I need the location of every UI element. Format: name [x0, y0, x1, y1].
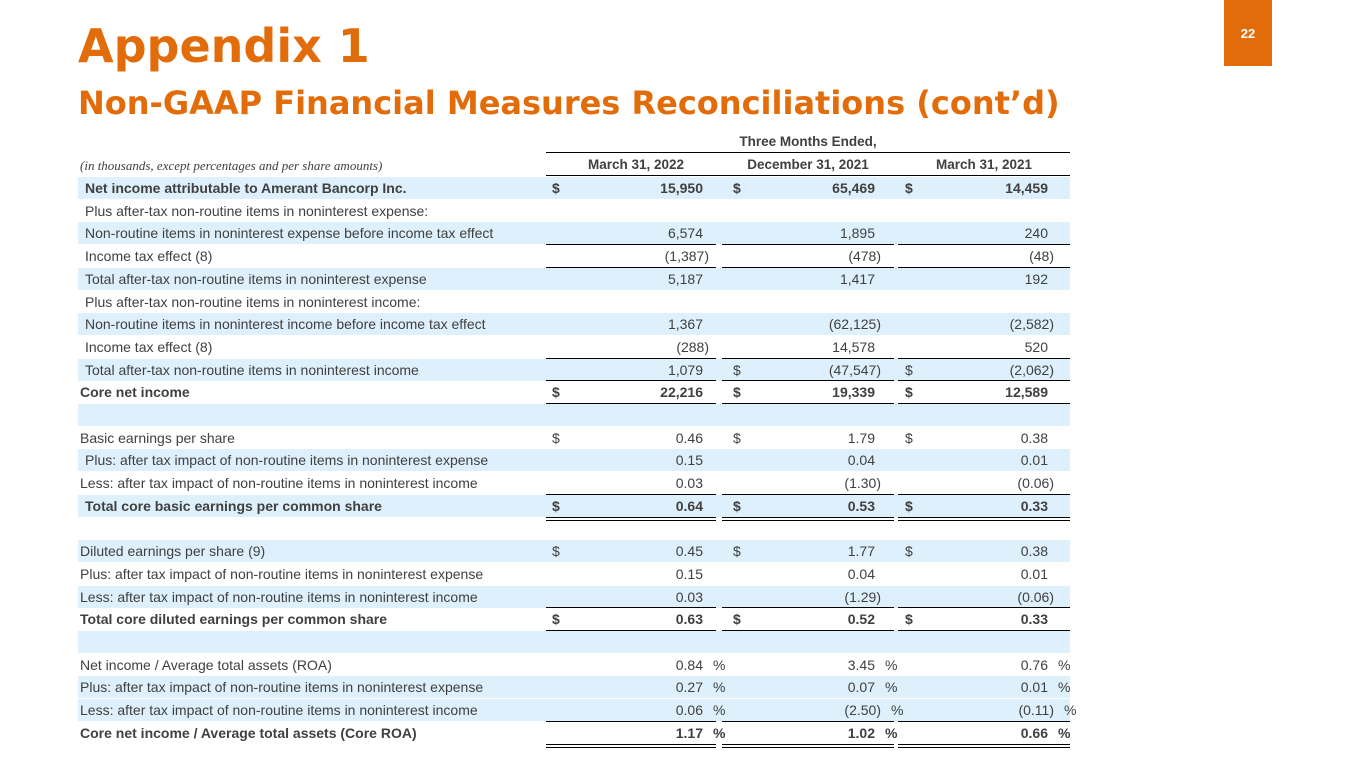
cell-value: 22,216 [660, 384, 703, 401]
percent-sign: % [891, 702, 904, 719]
row-label: Total after-tax non-routine items in noninterest expense [85, 270, 427, 287]
dollar-sign: $ [552, 497, 560, 514]
dollar-sign: $ [905, 361, 913, 378]
group-header-rule [546, 152, 1070, 153]
table-row [78, 495, 1070, 517]
cell-value: 0.45 [675, 543, 703, 560]
cell-value: (0.06) [1017, 475, 1054, 492]
cell-value: 0.03 [675, 475, 703, 492]
dollar-sign: $ [552, 384, 560, 401]
percent-sign: % [1058, 724, 1071, 741]
cell-value: 0.53 [847, 497, 875, 514]
table-row [78, 676, 1070, 698]
table-row [78, 381, 1070, 403]
page-number-badge [1224, 0, 1272, 66]
row-label: Plus: after tax impact of non-routine items in noninterest expense [85, 452, 489, 469]
cell-value: (62,125) [828, 316, 881, 333]
cell-value: 0.33 [1020, 611, 1048, 628]
percent-sign: % [713, 724, 726, 741]
percent-sign: % [1058, 656, 1071, 673]
cell-value: 3.45 [847, 656, 875, 673]
cell-value: 0.07 [847, 679, 875, 696]
cell-value: 0.63 [675, 611, 703, 628]
table-row [78, 631, 1070, 653]
dollar-sign: $ [733, 180, 741, 196]
table-row [78, 313, 1070, 335]
column-header: March 31, 2022 [587, 157, 685, 172]
cell-value: 6,574 [667, 225, 703, 242]
cell-value: 0.76 [1020, 656, 1048, 673]
cell-value: 1.77 [847, 543, 875, 560]
cell-value: 0.01 [1020, 565, 1048, 582]
table-row [78, 540, 1070, 562]
dollar-sign: $ [733, 611, 741, 628]
slide-subtitle: Non-GAAP Financial Measures Reconciliations (cont’d) [78, 84, 1060, 122]
cell-value: 15,950 [660, 180, 703, 196]
cell-value: (2,582) [1009, 316, 1054, 333]
dollar-sign: $ [905, 429, 913, 446]
table-row [78, 427, 1070, 449]
row-label: Less: after tax impact of non-routine items in noninterest income [80, 475, 478, 492]
percent-sign: % [713, 679, 726, 696]
cell-value: 0.03 [675, 588, 703, 605]
cell-value: 1,367 [667, 316, 703, 333]
total-double-rule [898, 744, 1070, 748]
dollar-sign: $ [552, 543, 560, 560]
cell-value: 0.27 [675, 679, 703, 696]
table-row [78, 404, 1070, 426]
dollar-sign: $ [552, 611, 560, 628]
dollar-sign: $ [733, 384, 741, 401]
row-label: Diluted earnings per share (9) [80, 543, 266, 560]
dollar-sign: $ [733, 361, 741, 378]
dollar-sign: $ [905, 180, 913, 196]
table-row [78, 699, 1077, 721]
table-row [78, 654, 1070, 676]
dollar-sign: $ [733, 497, 741, 514]
dollar-sign: $ [552, 180, 560, 196]
percent-sign: % [885, 656, 898, 673]
cell-value: 0.01 [1020, 452, 1048, 469]
table-row [78, 245, 1070, 267]
total-double-rule [546, 744, 716, 748]
dollar-sign: $ [905, 384, 913, 401]
table-row [78, 449, 1070, 471]
cell-value: 19,339 [832, 384, 875, 401]
row-label: Plus after-tax non-routine items in noninterest income: [85, 293, 421, 310]
percent-sign: % [713, 702, 726, 719]
cell-value: 0.33 [1020, 497, 1048, 514]
row-label: Core net income [80, 384, 190, 401]
row-label: Less: after tax impact of non-routine items in noninterest income [80, 702, 478, 719]
group-header: Three Months Ended, [739, 134, 877, 149]
cell-value: 1,417 [839, 270, 875, 287]
row-label: Income tax effect (8) [85, 338, 213, 355]
column-header: March 31, 2021 [935, 157, 1033, 172]
cell-value: (1.29) [844, 588, 881, 605]
row-label: Plus: after tax impact of non-routine items in noninterest expense [80, 679, 484, 696]
table-row [78, 472, 1070, 494]
cell-value: 0.04 [847, 565, 875, 582]
cell-value: 0.38 [1020, 429, 1048, 446]
cell-value: 0.84 [675, 656, 703, 673]
cell-value: 0.52 [847, 611, 875, 628]
cell-value: (288) [676, 338, 709, 355]
cell-value: (1.30) [844, 475, 881, 492]
table-row [78, 222, 1070, 244]
row-label: Core net income / Average total assets (Core ROA) [80, 724, 417, 741]
cell-value: 0.15 [675, 565, 703, 582]
cell-value: (2.50) [844, 702, 881, 719]
cell-value: 14,459 [1005, 180, 1048, 196]
column-header-rule [546, 175, 1070, 176]
dollar-sign: $ [905, 497, 913, 514]
row-label: Non-routine items in noninterest expense before income tax effect [85, 225, 494, 242]
cell-value: 0.06 [675, 702, 703, 719]
table-row [78, 586, 1070, 608]
row-label: Total after-tax non-routine items in noninterest income [85, 361, 419, 378]
percent-sign: % [713, 656, 726, 673]
cell-value: 0.04 [847, 452, 875, 469]
cell-value: 1,079 [667, 361, 703, 378]
cell-value: 0.66 [1020, 724, 1048, 741]
cell-value: (47,547) [828, 361, 881, 378]
cell-value: (0.11) [1018, 702, 1054, 719]
table-row [78, 177, 1070, 199]
percent-sign: % [885, 724, 898, 741]
dollar-sign: $ [733, 429, 741, 446]
row-label: Plus: after tax impact of non-routine items in noninterest expense [80, 565, 484, 582]
cell-value: (48) [1029, 248, 1054, 265]
row-label: Less: after tax impact of non-routine items in noninterest income [80, 588, 478, 605]
dollar-sign: $ [905, 611, 913, 628]
table-row [78, 336, 1070, 358]
cell-value: (478) [848, 248, 881, 265]
cell-value: 520 [1024, 338, 1048, 355]
column-header: December 31, 2021 [747, 157, 869, 172]
row-label: Non-routine items in noninterest income before income tax effect [85, 316, 486, 333]
row-label: Plus after-tax non-routine items in noninterest expense: [85, 202, 429, 219]
table-row [78, 563, 1070, 585]
cell-value: 12,589 [1005, 384, 1048, 401]
cell-value: 5,187 [667, 270, 703, 287]
cell-value: 1.17 [675, 724, 703, 741]
cell-value: 0.01 [1020, 679, 1048, 696]
cell-value: 1.79 [847, 429, 875, 446]
table-row [78, 291, 1070, 313]
table-row [78, 722, 1070, 744]
dollar-sign: $ [905, 543, 913, 560]
cell-value: 1.02 [847, 724, 875, 741]
cell-value: 1,895 [839, 225, 875, 242]
slide-title: Appendix 1 [78, 19, 370, 73]
row-label: Basic earnings per share [80, 429, 235, 446]
table-row [78, 268, 1070, 290]
cell-value: 14,578 [832, 338, 875, 355]
dollar-sign: $ [733, 543, 741, 560]
table-row [78, 200, 1070, 222]
percent-sign: % [1064, 702, 1077, 719]
percent-sign: % [885, 679, 898, 696]
cell-value: 0.15 [675, 452, 703, 469]
row-label: Net income / Average total assets (ROA) [80, 656, 332, 673]
total-double-rule [722, 744, 894, 748]
cell-value: (2,062) [1009, 361, 1054, 378]
table-row [78, 518, 1070, 540]
cell-value: 0.64 [675, 497, 703, 514]
dollar-sign: $ [552, 429, 560, 446]
table-row [78, 359, 1070, 381]
cell-value: (0.06) [1017, 588, 1054, 605]
cell-value: 192 [1024, 270, 1048, 287]
row-label: Total core diluted earnings per common share [80, 611, 388, 628]
units-note: (in thousands, except percentages and per share amounts) [80, 158, 383, 173]
table-row [78, 608, 1070, 630]
cell-value: 240 [1024, 225, 1048, 242]
row-label: Net income attributable to Amerant Bancorp Inc. [85, 180, 407, 196]
page-number: 22 [1240, 25, 1256, 41]
cell-value: 65,469 [832, 180, 875, 196]
row-label: Total core basic earnings per common share [85, 497, 382, 514]
cell-value: 0.46 [675, 429, 703, 446]
cell-value: 0.38 [1020, 543, 1048, 560]
cell-value: (1,387) [664, 248, 709, 265]
percent-sign: % [1058, 679, 1071, 696]
row-label: Income tax effect (8) [85, 248, 213, 265]
